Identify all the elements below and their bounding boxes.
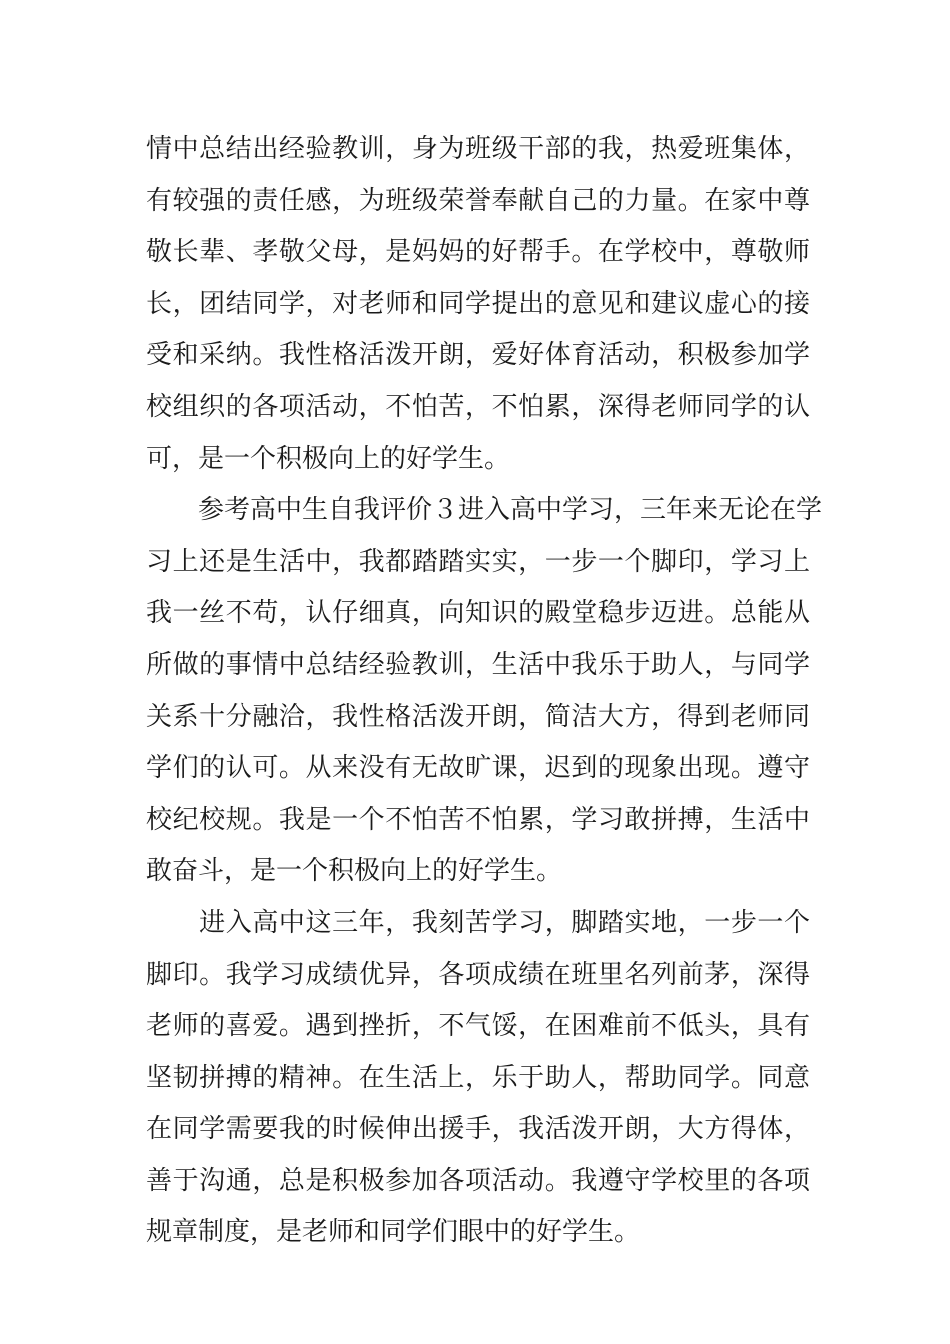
text-line: 敬长辈、孝敬父母，是妈妈的好帮手。在学校中，尊敬师 <box>146 237 810 268</box>
text-line: 关系十分融洽，我性格活泼开朗，简洁大方，得到老师同 <box>146 701 810 732</box>
text-line: 校组织的各项活动，不怕苦，不怕累，深得老师同学的认 <box>146 391 810 422</box>
text-line: 善于沟通，总是积极参加各项活动。我遵守学校里的各项 <box>146 1165 810 1196</box>
text-line: 受和采纳。我性格活泼开朗，爱好体育活动，积极参加学 <box>146 340 810 371</box>
text-line: 习上还是生活中，我都踏踏实实，一步一个脚印，学习上 <box>146 546 810 577</box>
paragraph-3 <box>146 898 810 1259</box>
text-line: 校纪校规。我是一个不怕苦不怕累，学习敢拼搏，生活中 <box>146 804 810 835</box>
paragraph-1 <box>146 124 810 485</box>
text-line: 学们的认可。从来没有无故旷课，迟到的现象出现。遵守 <box>146 753 810 784</box>
paragraph-2 <box>146 485 823 898</box>
text-line: 情中总结出经验教训，身为班级干部的我，热爱班集体， <box>146 134 810 164</box>
text-line: 敢奋斗，是一个积极向上的好学生。 <box>146 856 563 887</box>
text-line: 在同学需要我的时候伸出援手，我活泼开朗，大方得体， <box>146 1114 810 1145</box>
text-line: 脚印。我学习成绩优异，各项成绩在班里名列前茅，深得 <box>146 959 810 990</box>
text-line: 所做的事情中总结经验教训，生活中我乐于助人，与同学 <box>146 649 810 680</box>
text-line: 坚韧拼搏的精神。在生活上，乐于助人，帮助同学。同意 <box>146 1062 810 1093</box>
text-line: 进入高中这三年，我刻苦学习，脚踏实地，一步一个 <box>146 907 810 938</box>
text-line: 长，团结同学，对老师和同学提出的意见和建议虚心的接 <box>146 288 810 319</box>
text-line: 可，是一个积极向上的好学生。 <box>146 443 511 474</box>
text-line: 有较强的责任感，为班级荣誉奉献自己的力量。在家中尊 <box>146 185 810 216</box>
text-line: 我一丝不苟，认仔细真，向知识的殿堂稳步迈进。总能从 <box>146 598 810 629</box>
text-line: 老师的喜爱。遇到挫折，不气馁，在困难前不低头，具有 <box>146 1011 810 1042</box>
text-line: 规章制度，是老师和同学们眼中的好学生。 <box>146 1217 641 1248</box>
text-line: 参考高中生自我评价３进入高中学习，三年来无论在学 <box>146 495 823 526</box>
body-text <box>146 124 823 1259</box>
